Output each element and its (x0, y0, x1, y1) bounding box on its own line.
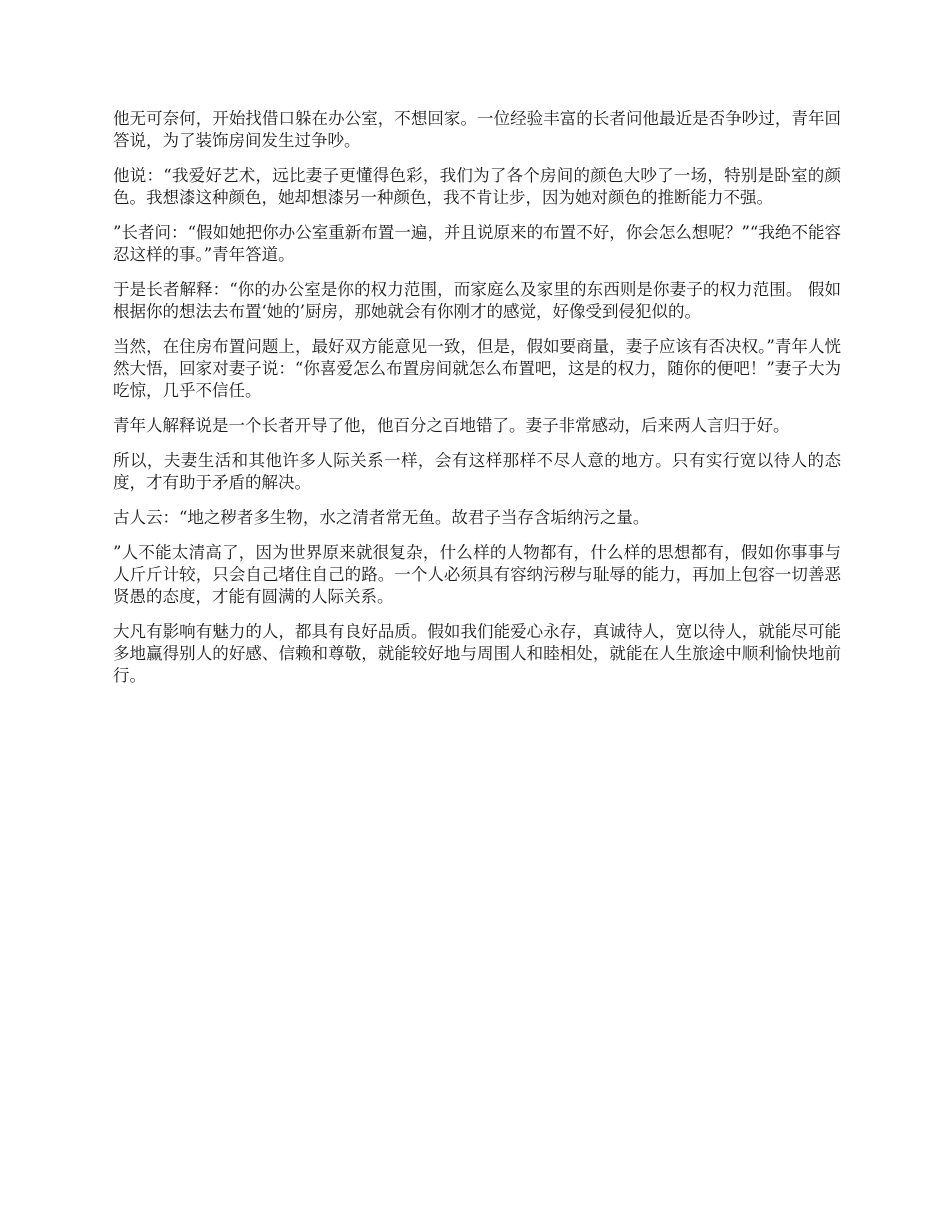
paragraph-10: 大凡有影响有魅力的人，都具有良好品质。假如我们能爱心永存，真诚待人，宽以待人，就能尽可能多地赢得别人的好感、信赖和尊敬，就能较好地与周围人和睦相处，就能在人生旅途中顺利愉快地前行。 (113, 622, 841, 685)
paragraph-7: 所以，夫妻生活和其他许多人际关系一样，会有这样那样不尽人意的地方。只有实行宽以待人的态度，才有助于矛盾的解决。 (113, 451, 841, 492)
paragraph-6: 青年人解释说是一个长者开导了他，他百分之百地错了。妻子非常感动，后来两人言归于好。 (113, 416, 790, 435)
paragraph-3: ”长者问：“假如她把你办公室重新布置一遍，并且说原来的布置不好，你会怎么想呢？”“我绝不能容忍这样的事。”青年答道。 (113, 223, 841, 264)
paragraph-8: 古人云：“地之秽者多生物，水之清者常无鱼。故君子当存含垢纳污之量。 (113, 508, 650, 527)
document-body (113, 108, 841, 700)
paragraph-9: ”人不能太清高了，因为世界原来就很复杂，什么样的人物都有，什么样的思想都有，假如你事事与人斤斤计较，只会自己堵住自己的路。一个人必须具有容纳污秽与耻辱的能力，再加上包容一切善恶贤愚的态度，才能有圆满的人际关系。 (113, 543, 841, 606)
paragraph-1: 他无可奈何，开始找借口躲在办公室，不想回家。一位经验丰富的长者问他最近是否争吵过，青年回答说，为了装饰房间发生过争吵。 (113, 109, 841, 150)
paragraph-4: 于是长者解释：“你的办公室是你的权力范围，而家庭么及家里的东西则是你妻子的权力范围。 假如根据你的想法去布置‘她的’厨房，那她就会有你刚才的感觉，好像受到侵犯似的。 (113, 280, 841, 321)
paragraph-5: 当然，在住房布置问题上，最好双方能意见一致，但是，假如要商量，妻子应该有否决权。”青年人恍然大悟，回家对妻子说：“你喜爱怎么布置房间就怎么布置吧，这是的权力，随你的便吧！”妻子大为吃惊，几乎不信任。 (113, 337, 841, 400)
paragraph-2: 他说：“我爱好艺术，远比妻子更懂得色彩，我们为了各个房间的颜色大吵了一场，特别是卧室的颜色。我想漆这种颜色，她却想漆另一种颜色，我不肯让步，因为她对颜色的推断能力不强。 (113, 166, 841, 207)
